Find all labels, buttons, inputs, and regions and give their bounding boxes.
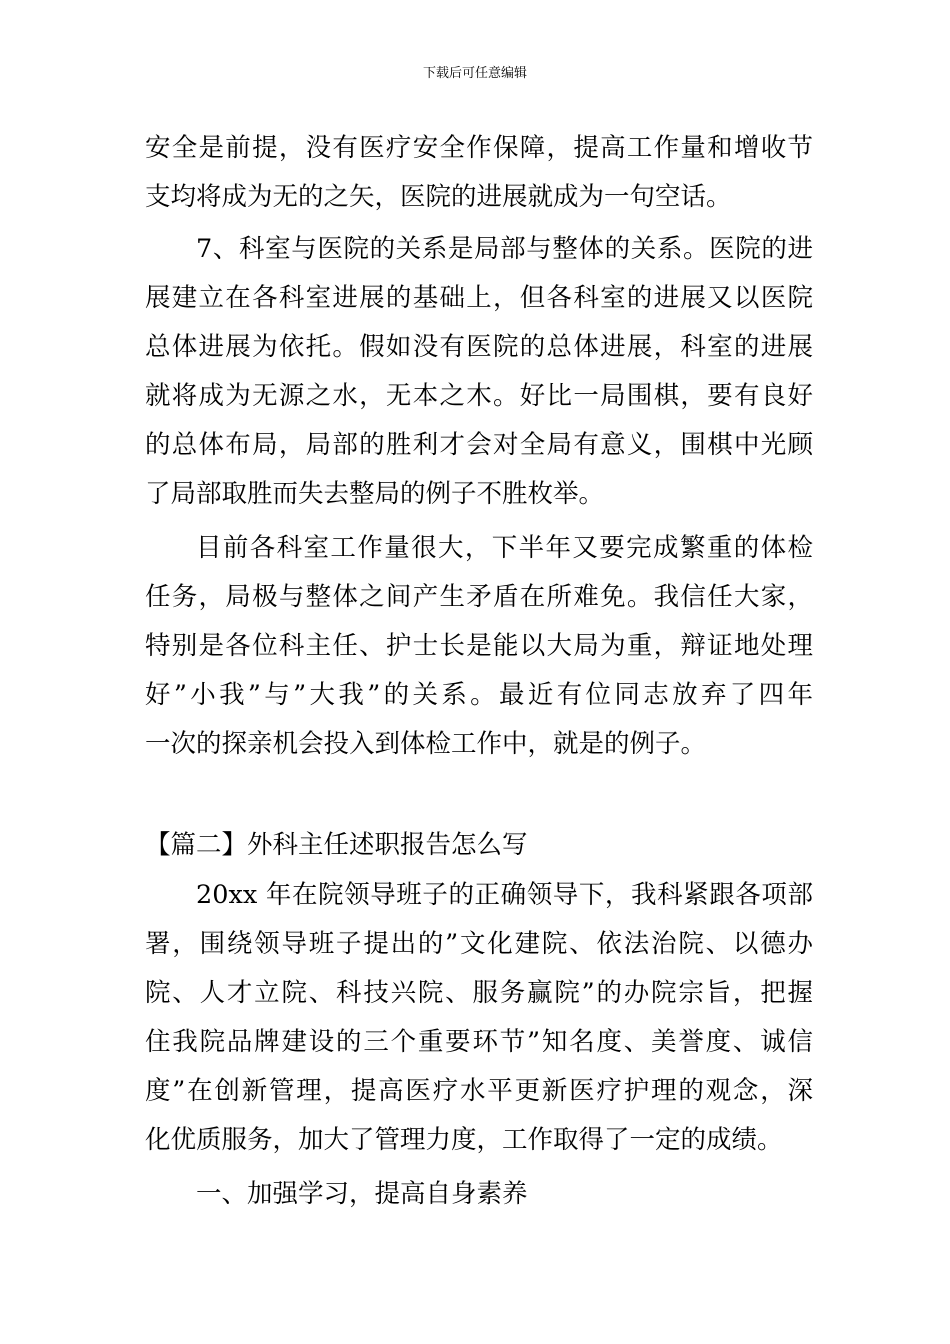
page-header: 下载后可任意编辑 (422, 66, 527, 81)
paragraph-item-7 (145, 225, 813, 519)
text-line: 署，围绕领导班子提出的”文化建院、依法治院、以德办 (145, 929, 813, 959)
text-line: 安全是前提，没有医疗安全作保障，提高工作量和增收节 (145, 133, 813, 163)
text-line: 7、科室与医院的关系是局部与整体的关系。医院的进 (196, 234, 813, 264)
text-line: 度”在创新管理，提高医疗水平更新医疗护理的观念，深 (145, 1076, 813, 1106)
text-line: 了局部取胜而失去整局的例子不胜枚举。 (145, 479, 605, 509)
text-line: 好”小我”与”大我”的关系。最近有位同志放弃了四年 (145, 680, 813, 710)
text-line: 一次的探亲机会投入到体检工作中，就是的例子。 (145, 729, 707, 759)
text-line: 目前各科室工作量很大，下半年又要完成繁重的体检 (196, 533, 813, 563)
paragraph-workload (145, 524, 813, 769)
text-line: 化优质服务，加大了管理力度，工作取得了一定的成绩。 (145, 1125, 783, 1155)
text-line: 就将成为无源之水，无本之木。好比一局围棋，要有良好 (145, 381, 813, 411)
subsection-heading (145, 1170, 813, 1219)
text-line: 支均将成为无的之矢，医院的进展就成为一句空话。 (145, 182, 732, 212)
text-line: 特别是各位科主任、护士长是能以大局为重，辩证地处理 (145, 631, 813, 661)
text-line: 20xx 年在院领导班子的正确领导下，我科紧跟各项部 (196, 880, 813, 910)
section-heading (145, 821, 813, 870)
text-line: 任务，局极与整体之间产生矛盾在所难免。我信任大家， (145, 582, 813, 612)
subsection-title: 一、加强学习，提高自身素养 (196, 1179, 528, 1209)
paragraph-safety-premise (145, 124, 813, 222)
text-line: 院、人才立院、科技兴院、服务赢院”的办院宗旨，把握 (145, 978, 813, 1008)
text-line: 住我院品牌建设的三个重要环节”知名度、美誉度、诚信 (145, 1027, 813, 1057)
text-line: 展建立在各科室进展的基础上，但各科室的进展又以医院 (145, 283, 813, 313)
text-line: 的总体布局，局部的胜利才会对全局有意义，围棋中光顾 (145, 430, 813, 460)
paragraph-annual-summary (145, 871, 813, 1165)
section-title: 【篇二】外科主任述职报告怎么写 (145, 830, 528, 860)
text-line: 总体进展为依托。假如没有医院的总体进展，科室的进展 (145, 332, 813, 362)
